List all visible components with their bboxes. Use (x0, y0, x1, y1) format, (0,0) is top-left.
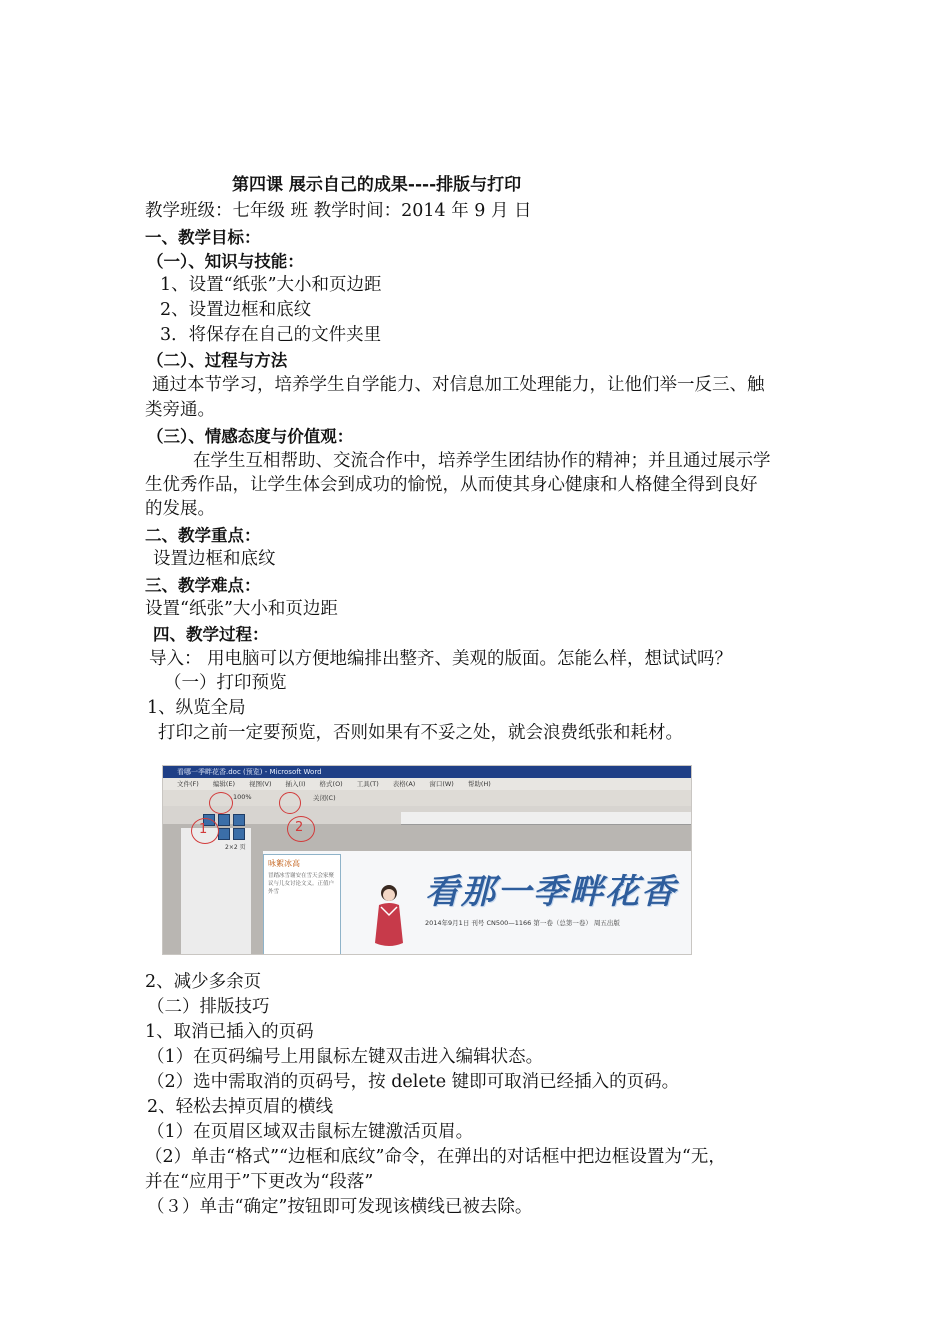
menu-file: 文件(F) (177, 780, 199, 788)
subsection-heading: （二）排版技巧 (147, 997, 270, 1017)
print-preview-screenshot (162, 765, 692, 955)
article-card (263, 854, 341, 955)
lesson-title: 第四课 展示自己的成果----排版与打印 (232, 175, 522, 195)
banner-title: 看那一季畔花香 (425, 872, 677, 912)
menu-help: 帮助(H) (467, 780, 491, 788)
section-heading: 一、教学目标： (145, 228, 261, 247)
paragraph-line: 的发展。 (145, 499, 215, 519)
zoom-value: 100% (233, 793, 252, 801)
section-heading: 二、教学重点： (145, 526, 261, 545)
subsection-heading: （一）、知识与技能： (147, 252, 304, 271)
banner-subline: 2014年9月1日 刊号 CN500—1166 第一卷（总第一卷） 周五出版 (425, 919, 620, 927)
menu-view: 视图(V) (249, 780, 272, 788)
callout-circle (279, 792, 301, 814)
subsection-heading: （二）、过程与方法 (147, 351, 288, 370)
list-item: （1）在页眉区域双击鼠标左键激活页眉。 (147, 1122, 474, 1142)
paragraph-line: 设置边框和底纹 (153, 549, 276, 569)
ruler (401, 812, 691, 825)
subsection-heading: （一）打印预览 (164, 673, 287, 693)
window-title: 看哪一季畔花香.doc (预览) - Microsoft Word (163, 766, 691, 778)
menu-insert: 插入(I) (285, 780, 306, 788)
card-text: 冒踏冰雪谢安在雪天会家聚议与儿女讨论文义。正值户外雪 (268, 873, 335, 895)
menu-bar (163, 778, 691, 790)
paragraph-line: （2）单击“格式”“边框和底纹”命令，在弹出的对话框中把边框设置为“无， (145, 1147, 726, 1167)
list-item: 3．将保存在自己的文件夹里 (160, 325, 382, 345)
list-item: 2、轻松去掉页眉的横线 (147, 1097, 334, 1117)
menu-window: 窗口(W) (429, 780, 454, 788)
multi-page-icon (218, 828, 230, 840)
girl-illustration (369, 881, 409, 951)
paragraph-line: 生优秀作品，让学生体会到成功的愉悦，从而使其身心健康和人格健全得到良好 (145, 475, 758, 495)
paragraph-line: 设置“纸张”大小和页边距 (145, 599, 338, 619)
list-item: 2、减少多余页 (145, 972, 262, 992)
subsection-heading: （三）、情感态度与价值观： (147, 427, 354, 446)
multi-page-icon (233, 814, 245, 826)
paragraph-line: 并在“应用于”下更改为“段落” (145, 1172, 374, 1192)
list-item: 1、取消已插入的页码 (145, 1022, 314, 1042)
menu-format: 格式(O) (319, 780, 343, 788)
list-item: 1、纵览全局 (147, 698, 246, 718)
callout-circle (209, 792, 233, 814)
card-heading: 咏絮冰高 (268, 859, 300, 868)
section-heading: 三、教学难点： (145, 576, 261, 595)
multi-page-icon (218, 814, 230, 826)
list-item: 2、设置边框和底纹 (160, 300, 312, 320)
paragraph-line: 通过本节学习，培养学生自学能力、对信息加工处理能力，让他们举一反三、触 (152, 375, 765, 395)
list-item: （2）选中需取消的页码号，按 delete 键即可取消已经插入的页码。 (147, 1072, 680, 1092)
class-info-line: 教学班级：七年级 班 教学时间：2014 年 9 月 日 (145, 201, 532, 221)
callout-number: 1 (199, 822, 208, 837)
preview-toolbar (163, 790, 691, 806)
section-heading: 四、教学过程： (153, 625, 269, 644)
paragraph-line: 导入： 用电脑可以方便地编排出整齐、美观的版面。怎能么样，想试试吗？ (149, 649, 733, 669)
menu-tools: 工具(T) (356, 780, 379, 788)
paragraph-line: 在学生互相帮助、交流合作中，培养学生团结协作的精神；并且通过展示学 (193, 451, 771, 471)
menu-table: 表格(A) (392, 780, 416, 788)
menu-edit: 编辑(E) (212, 780, 235, 788)
paragraph-line: 类旁通。 (145, 400, 215, 420)
callout-number: 2 (295, 820, 304, 835)
list-item: （３）单击“确定”按钮即可发现该横线已被去除。 (147, 1197, 533, 1217)
grid-label: 2×2 页 (225, 844, 246, 851)
close-preview-label: 关闭(C) (313, 794, 336, 802)
list-item: 1、设置“纸张”大小和页边距 (160, 275, 382, 295)
multi-page-icon (233, 828, 245, 840)
list-item: （1）在页码编号上用鼠标左键双击进入编辑状态。 (147, 1047, 544, 1067)
paragraph-line: 打印之前一定要预览，否则如果有不妥之处，就会浪费纸张和耗材。 (158, 723, 683, 743)
